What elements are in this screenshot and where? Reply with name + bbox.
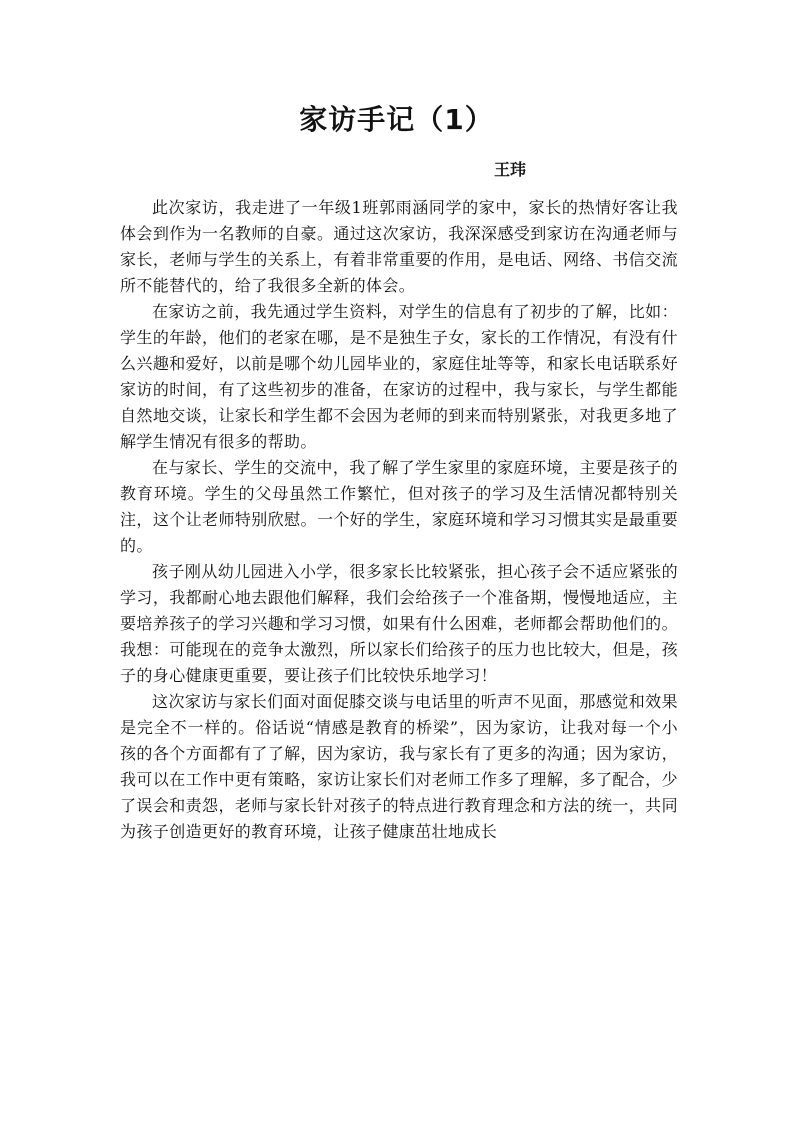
document-title: 家访手记（1） [299,103,494,136]
paragraph-3: 在与家长、学生的交流中，我了解了学生家里的家庭环境，主要是孩子的教育环境。学生的父母虽然工作繁忙，但对孩子的学习及生活情况都特别关注，这个让老师特别欣慰。一个好的学生，家庭环境和学习习惯其实是最重要的。 [120,458,678,555]
paragraph-4: 孩子刚从幼儿园进入小学，很多家长比较紧张，担心孩子会不适应紧张的学习，我都耐心地去跟他们解释，我们会给孩子一个准备期，慢慢地适应，主要培养孩子的学习兴趣和学习习惯，如果有什么困难，老师都会帮助他们的。我想：可能现在的竞争太激烈，所以家长们给孩子的压力也比较大，但是，孩子的身心健康更重要，要让孩子们比较快乐地学习！ [120,562,678,685]
document-body [120,195,678,845]
paragraph-5: 这次家访与家长们面对面促膝交谈与电话里的听声不见面，那感觉和效果是完全不一样的。俗话说“情感是教育的桥梁”，因为家访，让我对每一个小孩的各个方面都有了了解，因为家访，我与家长有了更多的沟通；因为家访，我可以在工作中更有策略，家访让家长们对老师工作多了理解，多了配合，少了误会和责怨，老师与家长针对孩子的特点进行教育理念和方法的统一，共同为孩子创造更好的教育环境，让孩子健康茁壮地成长 [120,692,678,841]
paragraph-1: 此次家访，我走进了一年级1班郭雨涵同学的家中，家长的热情好客让我体会到作为一名教师的自豪。通过这次家访，我深深感受到家访在沟通老师与家长，老师与学生的关系上，有着非常重要的作用，是电话、网络、书信交流所不能替代的，给了我很多全新的体会。 [120,198,678,295]
paragraph-2: 在家访之前，我先通过学生资料，对学生的信息有了初步的了解，比如：学生的年龄，他们的老家在哪，是不是独生子女，家长的工作情况，有没有什么兴趣和爱好，以前是哪个幼儿园毕业的，家庭住址等等，和家长电话联系好家访的时间，有了这些初步的准备，在家访的过程中，我与家长，与学生都能自然地交谈，让家长和学生都不会因为老师的到来而特别紧张，对我更多地了解学生情况有很多的帮助。 [120,302,678,451]
author-name: 王玮 [494,160,527,179]
